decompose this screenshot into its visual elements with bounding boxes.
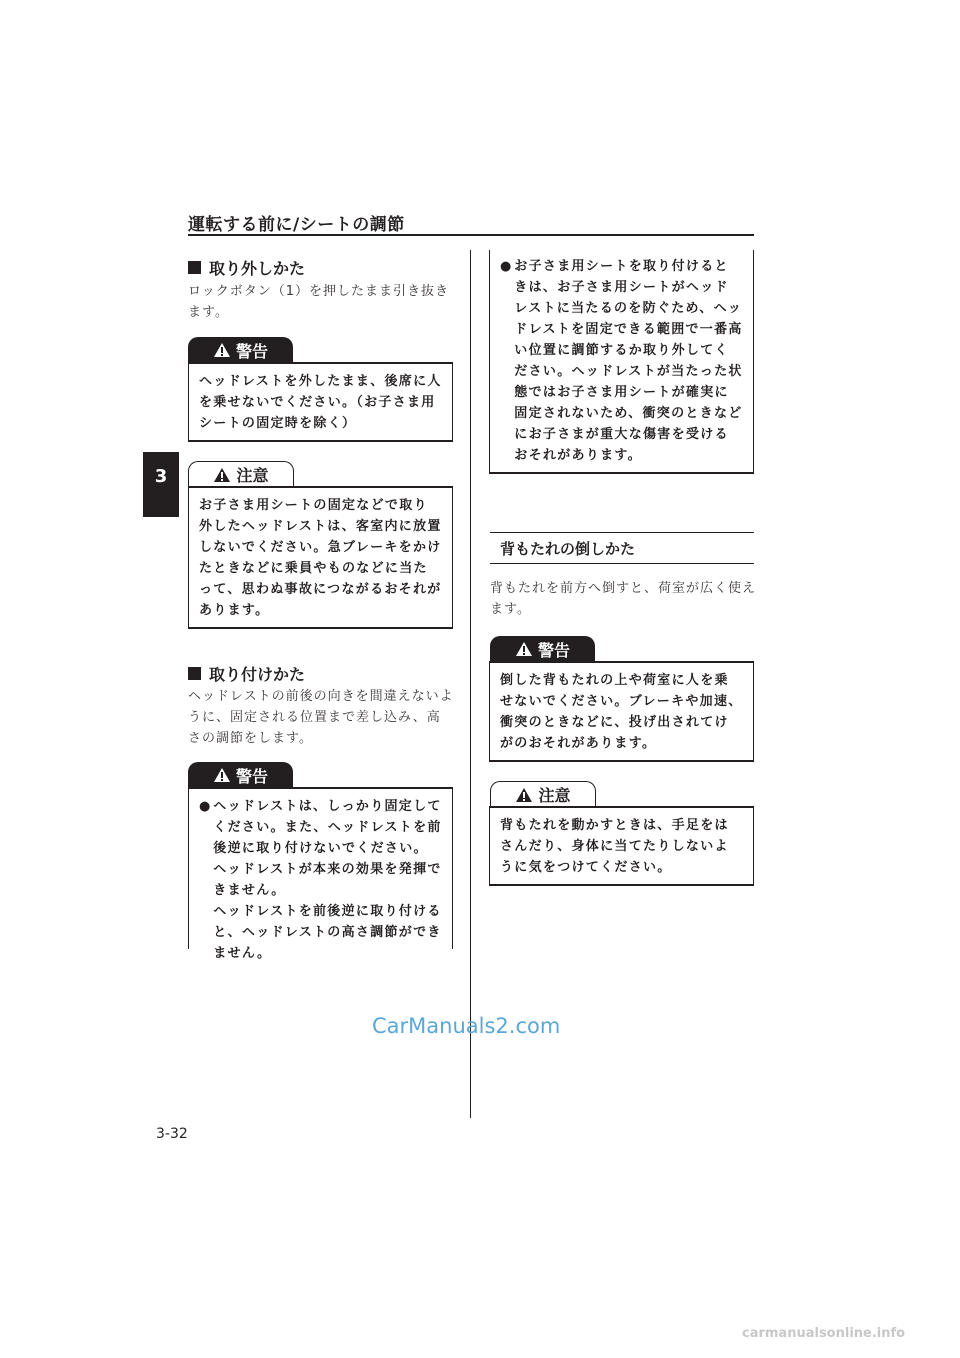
- warning-text: [189, 789, 452, 970]
- caution-box-seatback: [489, 806, 754, 886]
- caution-tab: [490, 781, 596, 807]
- warning-box-headrest-removed: [188, 362, 453, 442]
- caution-text: 背もたれを動かすときは、手足をはさんだり、身体に当てたりしないように気をつけてください。: [500, 818, 729, 875]
- warning-triangle-icon: [213, 342, 231, 358]
- footer-url: carmanualsonline.info: [742, 1326, 906, 1341]
- warning-tab: [490, 636, 595, 662]
- square-bullet-icon: [188, 667, 201, 680]
- remove-heading-text: 取り外しかた: [209, 259, 306, 278]
- page-number: 3-32: [156, 1126, 188, 1142]
- warning-text: [490, 250, 753, 472]
- chapter-number: 3: [154, 466, 168, 487]
- warning-label: 警告: [537, 640, 570, 660]
- chapter-tab: [143, 452, 179, 517]
- page-header-title: 運転する前に/シートの調節: [188, 215, 405, 235]
- install-heading-text: 取り付けかた: [209, 665, 306, 684]
- warning-label: 警告: [235, 341, 268, 361]
- caution-triangle-icon: [213, 467, 231, 483]
- install-body: ヘッドレストの前後の向きを間違えないように、固定される位置まで差し込み、高さの調節をします。: [188, 689, 454, 746]
- bullet-dot-icon: ●: [199, 799, 212, 814]
- caution-box-stored-headrest: [188, 486, 453, 629]
- square-bullet-icon: [188, 261, 201, 274]
- watermark-logo: CarManuals2.com: [372, 1014, 561, 1038]
- caution-label: 注意: [236, 466, 269, 485]
- bullet-dot-icon: ●: [500, 259, 513, 274]
- caution-tab: [188, 461, 294, 487]
- warning-box-headrest-install: [188, 787, 453, 961]
- section-body: 背もたれを前方へ倒すと、荷室が広く使えます。: [490, 581, 757, 617]
- column-divider: [470, 250, 471, 1118]
- warning-label: 警告: [235, 766, 268, 786]
- warning-box-folded-seat: [489, 661, 754, 762]
- warning-triangle-icon: [515, 641, 533, 657]
- caution-text: お子さま用シートの固定などで取り外したヘッドレストは、客室内に放置しないでください。急ブレーキをかけたときなどに乗員やものなどに当たって、思わぬ事故につながるおそれがあります。: [199, 498, 442, 618]
- remove-heading: [188, 256, 305, 279]
- warning-tab: [188, 337, 293, 363]
- remove-body: ロックボタン（1）を押したまま引き抜きます。: [188, 284, 450, 320]
- caution-label: 注意: [538, 786, 571, 805]
- warning-bullet-text: お子さま用シートを取り付けるときは、お子さま用シートがヘッドレストに当たるのを防ぐため、ヘッドレストを固定できる範囲で一番高い位置に調節するか取り外してください。ヘッドレストが当たった状態ではお子さま用シートが確実に固定されないため、衝突のときなどにお子さまが重大な傷害を受けるおそれがあります。: [514, 259, 743, 463]
- warning-text: ヘッドレストを外したまま、後席に人を乗せないでください。（お子さま用シートの固定時を除く）: [199, 374, 442, 431]
- warning-bullet: [199, 796, 442, 901]
- warning-tab: [188, 762, 293, 788]
- install-heading: [188, 662, 305, 685]
- warning-bullet: [500, 256, 743, 466]
- caution-triangle-icon: [515, 787, 533, 803]
- warning-text: 倒した背もたれの上や荷室に人を乗せないでください。ブレーキや加速、衝突のときなどに、投げ出されてけがのおそれがあります。: [500, 673, 743, 751]
- section-title: 背もたれの倒しかた: [490, 532, 754, 564]
- warning-continuation: ヘッドレストを前後逆に取り付けると、ヘッドレストの高さ調節ができません。: [213, 904, 442, 961]
- warning-bullet-text: ヘッドレストは、しっかり固定してください。また、ヘッドレストを前後逆に取り付けないでください。ヘッドレストが本来の効果を発揮できません。: [213, 799, 442, 898]
- header-rule: [188, 234, 754, 236]
- warning-box-child-seat: [489, 250, 754, 474]
- warning-triangle-icon: [213, 767, 231, 783]
